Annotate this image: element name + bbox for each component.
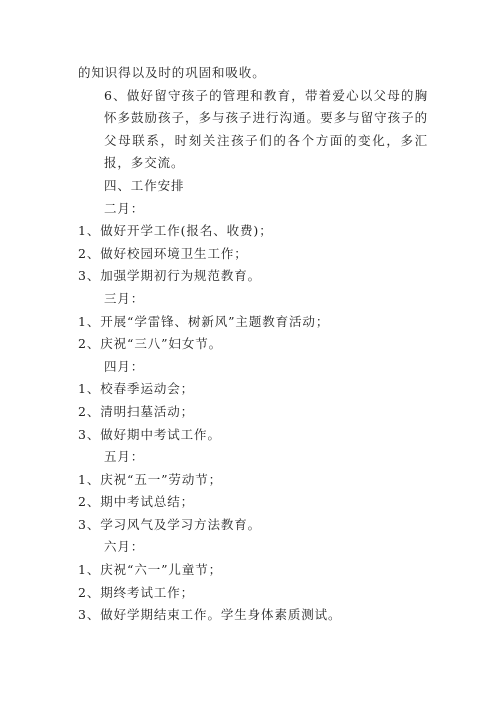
list-item: 2、做好校园环境卫生工作； <box>78 245 248 261</box>
month-block-mar <box>78 288 428 356</box>
paragraph-item-6: 6、做好留守孩子的管理和教育，带着爱心以父母的胸怀多鼓励孩子，多与孩子进行沟通。要多与留守孩子的父母联系，时刻关注孩子们的各个方面的变化，多汇报，多交流。 <box>104 87 428 171</box>
list-item: 1、开展“学雷锋、树新风”主题教育活动； <box>78 313 330 329</box>
list-item: 3、加强学期初行为规范教育。 <box>78 268 262 284</box>
document-body <box>78 62 428 627</box>
section-heading: 四、工作安排 <box>104 177 185 193</box>
list-item: 1、庆祝“六一”儿童节； <box>78 562 223 578</box>
list-item: 1、校春季运动会； <box>78 381 195 397</box>
month-label: 二月： <box>104 200 145 216</box>
month-label: 三月： <box>104 290 145 306</box>
list-item: 2、庆祝“三八”妇女节。 <box>78 336 223 352</box>
list-item: 3、做好学期结束工作。学生身体素质测试。 <box>78 607 342 623</box>
list-item: 1、做好开学工作(报名、收费)； <box>78 223 273 239</box>
list-item: 2、期终考试工作； <box>78 584 195 600</box>
month-block-jun <box>78 536 428 626</box>
month-block-may <box>78 446 428 536</box>
list-item: 1、庆祝“五一”劳动节； <box>78 471 223 487</box>
list-item: 3、做好期中考试工作。 <box>78 426 221 442</box>
month-label: 六月： <box>104 539 145 555</box>
month-label: 五月： <box>104 449 145 465</box>
month-label: 四月： <box>104 358 145 374</box>
paragraph-continuation: 的知识得以及时的巩固和吸收。 <box>78 65 266 80</box>
list-item: 2、期中考试总结； <box>78 494 195 510</box>
month-block-apr <box>78 356 428 446</box>
list-item: 3、学习风气及学习方法教育。 <box>78 516 262 532</box>
list-item: 2、清明扫墓活动； <box>78 403 195 419</box>
month-block-feb <box>78 198 428 288</box>
